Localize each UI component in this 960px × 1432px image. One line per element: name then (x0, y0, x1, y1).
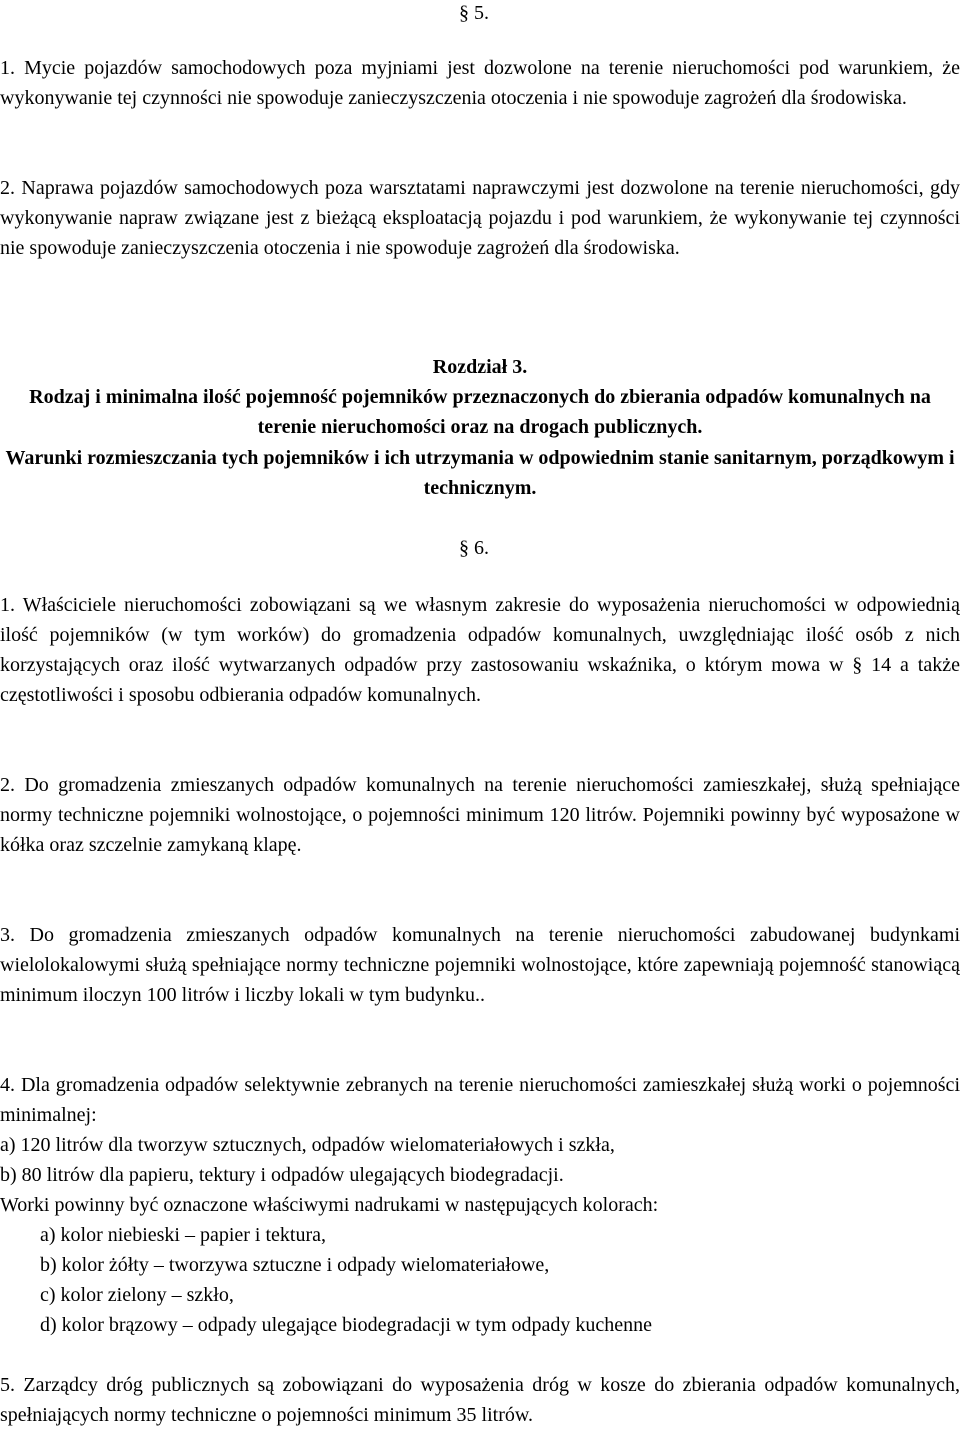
list-item-b: b) 80 litrów dla papieru, tektury i odpadów ulegających biodegradacji. (0, 1164, 564, 1186)
section-5-paragraph-2: 2. Naprawa pojazdów samochodowych poza warsztatami naprawczymi jest dozwolone na terenie nieruchomości, gdy wykonywanie napraw związane jest z bieżącą eksploatacją pojazdu i pod warunkiem, że wykonywanie tej czynności nie spowoduje zanieczyszczenia otoczenia i nie spowoduje zagrożeń dla środowiska. (0, 177, 960, 259)
section-5-heading: § 5. (459, 2, 489, 24)
list-item-a: a) 120 litrów dla tworzyw sztucznych, odpadów wielomateriałowych i szkła, (0, 1134, 615, 1156)
chapter-title: Rodzaj i minimalna ilość pojemność pojemników przeznaczonych do zbierania odpadów komunalnych na terenie nieruchomości oraz na drogach publicznych. (29, 386, 931, 438)
color-item-blue: a) kolor niebieski – papier i tektura, (40, 1224, 327, 1246)
chapter-number: Rozdział 3. (432, 356, 528, 378)
color-item-green: c) kolor zielony – szkło, (40, 1284, 234, 1306)
color-item-yellow: b) kolor żółty – tworzywa sztuczne i odpady wielomateriałowe, (40, 1254, 550, 1276)
section-6-heading: § 6. (459, 537, 489, 559)
bag-colors-note: Worki powinny być oznaczone właściwymi nadrukami w następujących kolorach: (0, 1194, 659, 1216)
section-6-paragraph-3: 3. Do gromadzenia zmieszanych odpadów komunalnych na terenie nieruchomości zabudowanej budynkami wielolokalowymi służą spełniające normy techniczne pojemniki wolnostojące, które zapewniają pojemność stanowiącą minimum iloczyn 100 litrów i liczby lokali w tym budynku.. (0, 924, 960, 1006)
color-item-brown: d) kolor brązowy – odpady ulegające biodegradacji w tym odpady kuchenne (40, 1314, 653, 1336)
section-6-paragraph-5: 5. Zarządcy dróg publicznych są zobowiązani do wyposażenia dróg w kosze do zbierania odpadów komunalnych, spełniających normy techniczne o pojemności minimum 35 litrów. (0, 1374, 960, 1426)
section-6-paragraph-1: 1. Właściciele nieruchomości zobowiązani są we własnym zakresie do wyposażenia nieruchomości w odpowiednią ilość pojemników (w tym worków) do gromadzenia odpadów komunalnych, uwzględniając ilość osób z nich korzystających oraz ilość wytwarzanych odpadów przy zastosowaniu wskaźnika, o którym mowa w § 14 a także częstotliwości i sposobu odbierania odpadów komunalnych. (0, 594, 960, 706)
chapter-subtitle: Warunki rozmieszczania tych pojemników i ich utrzymania w odpowiednim stanie sanitarnym, porządkowym i technicznym. (5, 447, 955, 499)
section-6-paragraph-4: 4. Dla gromadzenia odpadów selektywnie zebranych na terenie nieruchomości zamieszkałej służą worki o pojemności minimalnej: (0, 1074, 960, 1126)
section-6-paragraph-2: 2. Do gromadzenia zmieszanych odpadów komunalnych na terenie nieruchomości zamieszkałej, służą spełniające normy techniczne pojemniki wolnostojące, o pojemności minimum 120 litrów. Pojemniki powinny być wyposażone w kółka oraz szczelnie zamykaną klapę. (0, 774, 960, 856)
section-5-paragraph-1: 1. Mycie pojazdów samochodowych poza myjniami jest dozwolone na terenie nieruchomości pod warunkiem, że wykonywanie tej czynności nie spowoduje zanieczyszczenia otoczenia i nie spowoduje zagrożeń dla środowiska. (0, 57, 960, 109)
